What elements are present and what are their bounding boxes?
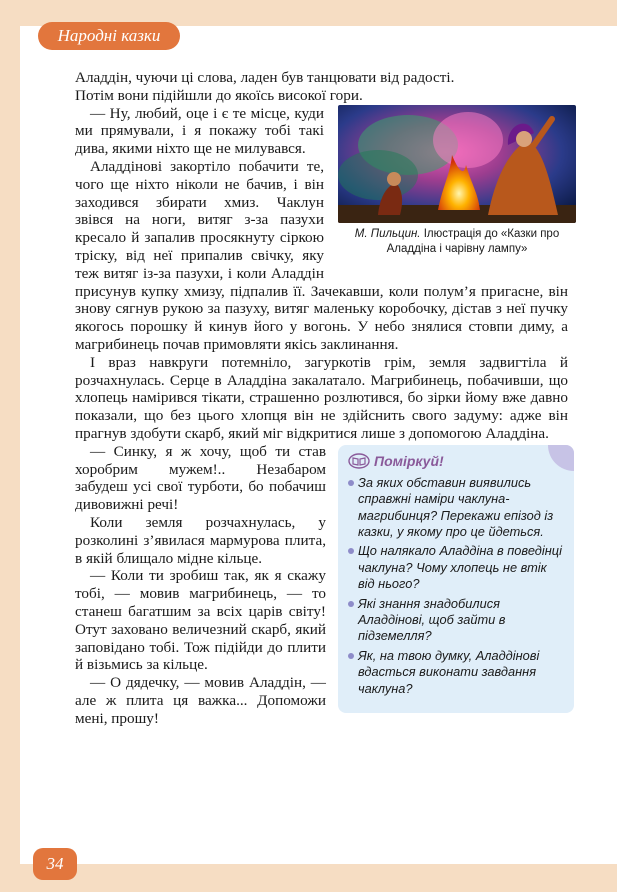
paragraph: Аладдінові закортіло побачити те, чого ще ніхто ніколи не бачив, і він заходився збирати хмиз. Чаклун звівся на ноги, витяг з-за пазухи кресало й запалив просякнуту сіркою тріску, від неї припалив свічку, яку теж витяг із-за пазухи, і коли Аладдін присунув купку хмизу, підпалив її. Зачекавши, коли полум’я пригасне, він знову сягнув рукою за пазуху, витяг маленьку коробочку, дістав з неї пучку якогось порошку й кинув його у вогонь. У небо знялися стовпи диму, а магрибинець почав примовляти якісь заклинання. <box>75 157 568 353</box>
question-item: Які знання знадобилися Аладдінові, щоб зайти в підземелля? <box>348 596 564 645</box>
question-list <box>348 475 564 697</box>
paragraph: — Ну, любий, оце і є те місце, куди ми прямували, і я покажу тобі такі дива, якими ніхто ще не милувався. <box>75 104 324 158</box>
bullet-icon <box>348 548 354 554</box>
paragraph: Коли земля розчахнулась, у розколині з’явилася мармурова плита, в якій блищало мідне кільце. <box>75 513 326 567</box>
bullet-icon <box>348 653 354 659</box>
think-box-title <box>348 451 564 471</box>
caption-author: М. Пильцин. <box>354 227 421 240</box>
question-item: Що налякало Аладдіна в поведінці чаклуна? Чому хлопець не втік від нього? <box>348 543 564 592</box>
illustration-caption <box>338 227 576 257</box>
section-title: Народні казки <box>38 22 180 50</box>
bullet-icon <box>348 480 354 486</box>
think-box-title-text: Поміркуй! <box>374 452 444 469</box>
illustration-block <box>332 105 576 273</box>
paragraph: І враз навкруги потемніло, загуркотів грім, земля задвигтіла й розчахнулась. Серце в Аладдіна закалатало. Магрибинець, побачивши, що хлопець намірився тікати, страшенно розлютився, бо зірки йому вже давно показали, що без цього хлопця він не здійснить свого задуму: адже він прагнув здобути скарб, який міг відкритися лише з допомогою Аладдіна. <box>75 353 568 442</box>
paragraph: Потім вони підійшли до якоїсь високої гори. <box>75 86 363 104</box>
paragraph: Аладдін, чуючи ці слова, ладен був танцювати від радості. <box>75 69 455 86</box>
paragraph: — Коли ти зробиш так, як я скажу тобі, — мовив магрибинець, — то станеш багатшим за всіх царів світу! Отут заховано величезний скарб, який заповідано тобі. Тож підійди до плити й візьмись за кільце. <box>75 567 326 674</box>
bullet-icon <box>348 601 354 607</box>
main-text <box>75 69 568 727</box>
paragraph: — Синку, я ж хочу, щоб ти став хоробрим мужем!.. Незабаром забудеш усі свої турботи, бо побачиш дивовижні речі! <box>75 442 326 514</box>
question-item: Як, на твою думку, Аладдінові вдасться виконати завдання чаклуна? <box>348 648 564 697</box>
caption-text: Ілюстрація до «Казки про Аладдіна і чарівну лампу» <box>386 227 560 255</box>
aladdin-fire-illustration <box>338 105 576 223</box>
think-box <box>338 445 574 713</box>
illustration-image <box>338 105 576 223</box>
page-number: 34 <box>33 848 77 880</box>
question-item: За яких обставин виявились справжні наміри чаклуна-магрибинця? Перекажи епізод із казки, у якому про це йдеться. <box>348 475 564 541</box>
book-icon <box>348 453 370 469</box>
paragraph: — О дядечку, — мовив Аладдін, — але ж плита ця важка... Допоможи мені, прошу! <box>75 674 326 727</box>
